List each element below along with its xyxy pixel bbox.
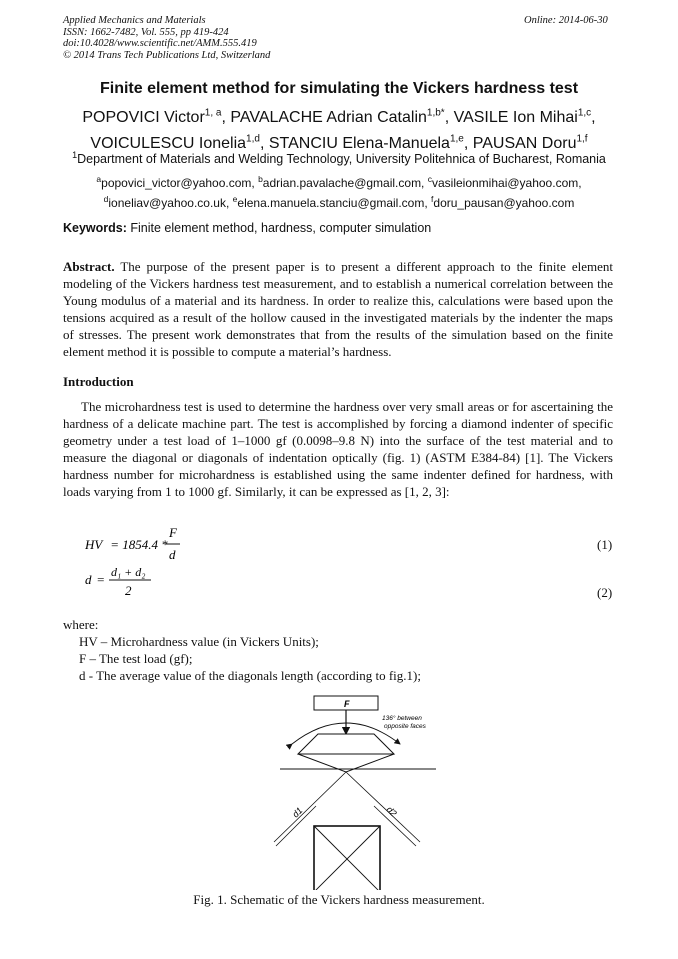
journal-name: Applied Mechanics and Materials [63, 15, 206, 26]
affiliation: $^1$Department of Materials and Welding Technology, University Politehnica of Bucharest, Romania [72, 150, 606, 167]
copyright: © 2014 Trans Tech Publications Ltd, Switzerland [63, 49, 271, 61]
author-list [40, 103, 638, 154]
abstract-text: The purpose of the present paper is to present a different approach to the finite element modeling of the Vickers hardness test measurement, and to establish a numerical correlation between the Young modulus of a material and its hardness. In order to realize this, calculations were based upon the tensions acquired as a result of the hollow caused in the investigated materials by the indenter the maps of stresses. The present work demonstrates that from the results of the simulation based on the finite element method it is possible to compute a material’s hardness. [63, 259, 613, 359]
figure-1-schematic [270, 690, 450, 890]
eq2-lhs: d [85, 572, 92, 587]
email: doru_pausan@yahoo.com [433, 196, 575, 210]
author: VASILE Ion Mihai$^{1,c}$, [453, 108, 596, 127]
d2-label: d2 [384, 804, 399, 819]
section-heading: Introduction [63, 374, 134, 389]
author: PAVALACHE Adrian Catalin$^{1,b*}$, [230, 108, 454, 127]
author: STANCIU Elena-Manuela$^{1,e}$, [268, 133, 473, 152]
where-list [63, 616, 421, 684]
email-list: $^a$popovici_victor@yahoo.com, $^b$adrian.pavalache@gmail.com, $^c$vasileionmihai@yahoo.com, $^d$ioneliav@yahoo.co.uk, $^e$elena.manuela.stanciu@gmail.com, $^f$doru_pausan@yahoo.com [96, 174, 582, 210]
author: POPOVICI Victor$^{1, a}$, [82, 108, 231, 127]
online-date: Online: 2014-06-30 [524, 15, 608, 26]
email: vasileionmihai@yahoo.com, [431, 176, 582, 190]
introduction-text: The microhardness test is used to determine the hardness over very small areas or for ascertaining the hardness of a delicate machine part. The test is accomplished by forcing a diamond indenter of specific geometry under a test load of 1–1000 gf (0.0098–9.8 N) into the surface of the test material and to measure the diagonal or diagonals of indentation optically (fig. 1) (ASTM E384-84) [1]. The Vickers hardness number for microhardness is established using the same indenter defined for hardness, with loads varying from 1 to 1000 gf. Similarly, it can be expressed as [1, 2, 3]: [63, 399, 613, 499]
equation-1-number: (1) [597, 537, 613, 552]
doi: doi:10.4028/www.scientific.net/AMM.555.419 [63, 38, 257, 49]
email: popovici_victor@yahoo.com, [101, 176, 259, 190]
where-item: HV – Microhardness value (in Vickers Units); [79, 634, 319, 649]
eq1-num: F [169, 525, 177, 540]
email: adrian.pavalache@gmail.com, [262, 176, 428, 190]
angle-label: 136° between [382, 715, 422, 722]
abstract-label: Abstract. [63, 259, 115, 274]
where-item: F – The test load (gf); [79, 651, 193, 666]
email: ioneliav@yahoo.co.uk, [108, 196, 233, 210]
author: PAUSAN Doru$^{1,f}$ [472, 133, 588, 152]
eq1-den: d [169, 547, 176, 562]
where-label: where: [63, 617, 99, 632]
equation-2 [85, 565, 225, 609]
figure-caption: Fig. 1. Schematic of the Vickers hardness measurement. [193, 892, 485, 907]
where-item: d - The average value of the diagonals length (according to fig.1); [79, 668, 421, 683]
keywords: Keywords: Finite element method, hardness, computer simulation [63, 221, 432, 235]
abstract [63, 258, 613, 360]
eq2-num: d₁ + d₂ [111, 565, 146, 579]
issn: ISSN: 1662-7482, Vol. 555, pp 419-424 [63, 26, 229, 38]
equation-1 [85, 522, 225, 566]
author: VOICULESCU Ionelia$^{1,d}$, [90, 133, 269, 152]
eq1-op: = 1854.4 * [107, 537, 172, 552]
angle-label-2: opposite faces [384, 723, 426, 730]
eq2-den: 2 [125, 583, 132, 598]
email: elena.manuela.stanciu@gmail.com, [237, 196, 432, 210]
journal-header [63, 15, 270, 61]
paper-title: Finite element method for simulating the Vickers hardness test [99, 80, 579, 97]
equation-2-number: (2) [597, 585, 613, 600]
eq1-lhs: HV [85, 537, 103, 552]
d1-label: d1 [290, 805, 305, 820]
load-label: F [344, 699, 350, 709]
indenter-body [298, 734, 394, 754]
eq2-op: = [93, 572, 109, 587]
